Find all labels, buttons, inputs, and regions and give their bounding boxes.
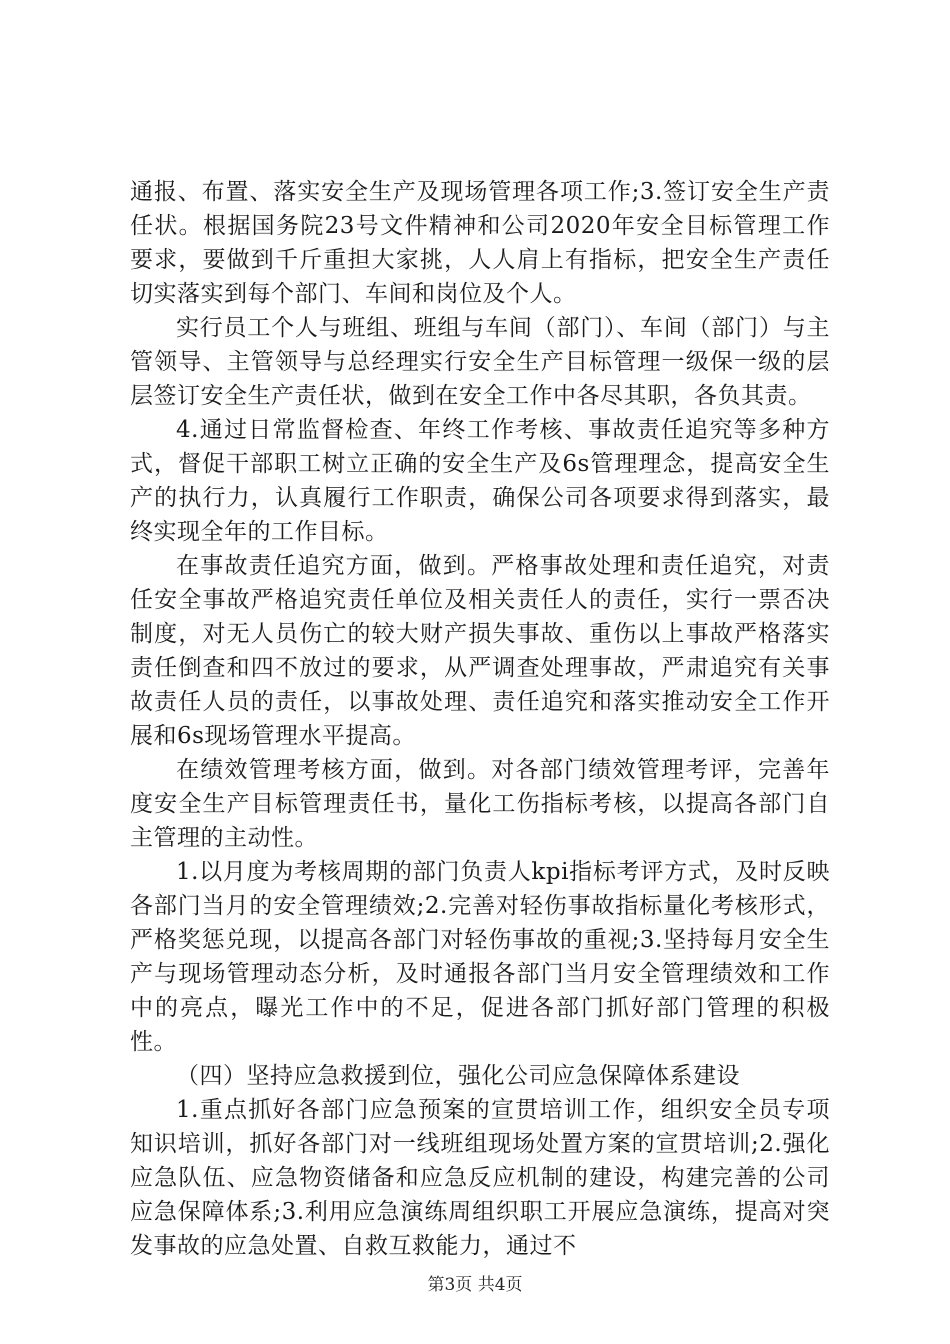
- paragraph-4: 在事故责任追究方面，做到。严格事故处理和责任追究，对责任安全事故严格追究责任单位及相关责任人的责任，实行一票否决制度，对无人员伤亡的较大财产损失事故、重伤以上事故严格落实责任倒查和四不放过的要求，从严调查处理事故，严肃追究有关事故责任人员的责任，以事故处理、责任追究和落实推动安全工作开展和6s现场管理水平提高。: [130, 553, 830, 749]
- paragraph-2: 实行员工个人与班组、班组与车间（部门）、车间（部门）与主管领导、主管领导与总经理实行安全生产目标管理一级保一级的层层签订安全生产责任状，做到在安全工作中各尽其职，各负其责。: [130, 315, 830, 409]
- paragraph-3: 4.通过日常监督检查、年终工作考核、事故责任追究等多种方式，督促干部职工树立正确的安全生产及6s管理理念，提高安全生产的执行力，认真履行工作职责，确保公司各项要求得到落实，最终实现全年的工作目标。: [130, 417, 830, 545]
- paragraph-1: 通报、布置、落实安全生产及现场管理各项工作;3.签订安全生产责任状。根据国务院23号文件精神和公司2020年安全目标管理工作要求，要做到千斤重担大家挑，人人肩上有指标，把安全生产责任切实落实到每个部门、车间和岗位及个人。: [130, 179, 830, 307]
- page-number-footer: 第3页 共4页: [427, 1275, 523, 1295]
- paragraph-5: 在绩效管理考核方面，做到。对各部门绩效管理考评，完善年度安全生产目标管理责任书，量化工伤指标考核，以提高各部门自主管理的主动性。: [130, 757, 830, 851]
- document-body: [130, 175, 830, 1263]
- paragraph-6: 1.以月度为考核周期的部门负责人kpi指标考评方式，及时反映各部门当月的安全管理绩效;2.完善对轻伤事故指标量化考核形式，严格奖惩兑现，以提高各部门对轻伤事故的重视;3.坚持每月安全生产与现场管理动态分析，及时通报各部门当月安全管理绩效和工作中的亮点，曝光工作中的不足，促进各部门抓好部门管理的积极性。: [130, 859, 830, 1055]
- paragraph-8: 1.重点抓好各部门应急预案的宣贯培训工作，组织安全员专项知识培训，抓好各部门对一线班组现场处置方案的宣贯培训;2.强化应急队伍、应急物资储备和应急反应机制的建设，构建完善的公司应急保障体系;3.利用应急演练周组织职工开展应急演练，提高对突发事故的应急处置、自救互救能力，通过不: [130, 1097, 830, 1259]
- section-heading: （四）坚持应急救援到位，强化公司应急保障体系建设: [176, 1063, 740, 1089]
